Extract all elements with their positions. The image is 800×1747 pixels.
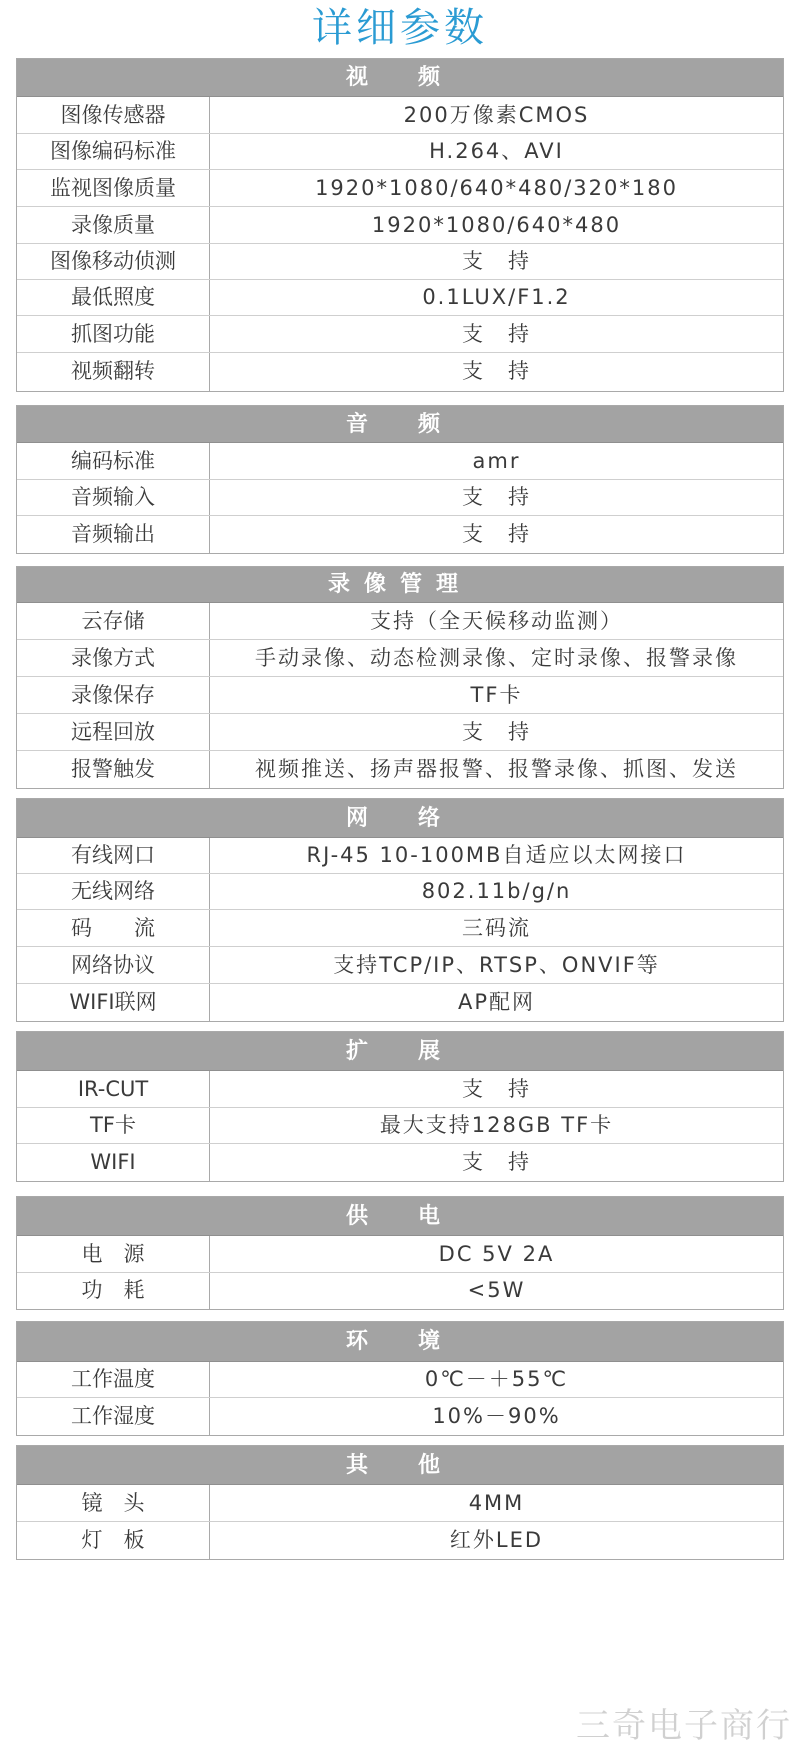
spec-label: IR-CUT [17,1071,210,1107]
spec-value: amr [472,449,521,473]
spec-value: 三码流 [462,916,531,940]
section-header: 环 境 [17,1322,783,1362]
spec-row [17,244,783,280]
spec-section [16,1196,784,1310]
spec-row [17,1273,783,1309]
spec-label: 工作温度 [17,1362,210,1397]
spec-section [16,405,784,554]
section-header: 网 络 [17,799,783,838]
spec-section [16,798,784,1022]
spec-value: 手动录像、动态检测录像、定时录像、报警录像 [255,646,738,670]
spec-row [17,947,783,984]
spec-value: 视频推送、扬声器报警、报警录像、抓图、发送 [255,757,738,781]
spec-label: WIFI [17,1144,210,1181]
spec-value: 4MM [468,1491,525,1515]
spec-row [17,97,783,134]
spec-label: 灯 板 [17,1522,210,1559]
spec-row [17,1362,783,1398]
spec-label: 工作湿度 [17,1398,210,1435]
page-title: 详细参数 [312,5,488,51]
spec-row [17,1108,783,1144]
spec-label: 录像保存 [17,677,210,713]
spec-value: 支持（全天候移动监测） [370,609,623,633]
watermark: 三奇电子商行 [576,1706,792,1746]
spec-label: 有线网口 [17,838,210,873]
spec-label: 功 耗 [17,1273,210,1309]
spec-row [17,170,783,207]
spec-value: 支 持 [462,249,531,273]
spec-value: 红外LED [449,1528,544,1552]
spec-label: 图像移动侦测 [17,244,210,279]
spec-row [17,516,783,553]
spec-row [17,1144,783,1181]
spec-row [17,316,783,353]
spec-label: 远程回放 [17,714,210,750]
spec-value: 10%－90% [432,1404,561,1428]
spec-row [17,984,783,1021]
spec-row [17,640,783,677]
spec-row [17,714,783,751]
spec-row [17,353,783,391]
spec-row [17,751,783,788]
spec-value: 最大支持128GB TF卡 [379,1113,614,1137]
spec-section [16,1031,784,1182]
spec-row [17,1071,783,1108]
spec-label: 抓图功能 [17,316,210,352]
spec-row [17,1522,783,1559]
section-header: 录像管理 [17,567,783,603]
spec-value: 802.11b/g/n [421,879,572,903]
spec-row [17,480,783,516]
spec-row [17,1485,783,1522]
section-header: 扩 展 [17,1032,783,1071]
spec-value: RJ-45 10-100MB自适应以太网接口 [306,843,687,867]
spec-label: 报警触发 [17,751,210,788]
spec-section [16,1445,784,1560]
spec-section [16,1321,784,1436]
spec-value: 支持TCP/IP、RTSP、ONVIF等 [333,953,660,977]
section-header: 其 他 [17,1446,783,1485]
spec-section [16,58,784,392]
spec-value: 支 持 [462,485,531,509]
spec-value: 200万像素CMOS [403,103,590,127]
spec-value: 支 持 [462,522,531,546]
spec-label: 图像编码标准 [17,134,210,169]
spec-label: 音频输入 [17,480,210,515]
spec-row [17,1398,783,1435]
spec-label: 码 流 [17,910,210,946]
spec-value: 0℃－＋55℃ [424,1367,569,1391]
spec-section [16,566,784,789]
spec-row [17,1236,783,1273]
spec-value: 支 持 [462,1077,531,1101]
section-header: 音 频 [17,406,783,443]
spec-label: 网络协议 [17,947,210,983]
spec-value: AP配网 [457,990,536,1014]
spec-value: 支 持 [462,1150,531,1174]
spec-value: 支 持 [462,322,531,346]
spec-row [17,134,783,170]
spec-row [17,838,783,874]
spec-label: TF卡 [17,1108,210,1143]
spec-label: 无线网络 [17,874,210,909]
spec-label: WIFI联网 [17,984,210,1021]
spec-row [17,603,783,640]
spec-value: 支 持 [462,359,531,383]
spec-label: 监视图像质量 [17,170,210,206]
spec-label: 电 源 [17,1236,210,1272]
spec-value: 1920*1080/640*480 [371,213,622,237]
spec-label: 镜 头 [17,1485,210,1521]
section-header: 供 电 [17,1197,783,1236]
spec-value: DC 5V 2A [438,1242,555,1266]
spec-label: 图像传感器 [17,97,210,133]
spec-value: H.264、AVI [429,139,564,163]
spec-row [17,280,783,316]
section-header: 视 频 [17,59,783,97]
spec-label: 录像方式 [17,640,210,676]
spec-value: 支 持 [462,720,531,744]
spec-label: 云存储 [17,603,210,639]
spec-row [17,207,783,244]
spec-row [17,677,783,714]
spec-row [17,443,783,480]
spec-label: 录像质量 [17,207,210,243]
spec-value: 1920*1080/640*480/320*180 [315,176,678,200]
spec-value: 0.1LUX/F1.2 [422,285,571,309]
spec-row [17,910,783,947]
spec-row [17,874,783,910]
spec-label: 视频翻转 [17,353,210,391]
spec-label: 最低照度 [17,280,210,315]
spec-value: <5W [467,1278,526,1302]
spec-value: TF卡 [470,683,523,707]
spec-label: 音频输出 [17,516,210,553]
spec-label: 编码标准 [17,443,210,479]
